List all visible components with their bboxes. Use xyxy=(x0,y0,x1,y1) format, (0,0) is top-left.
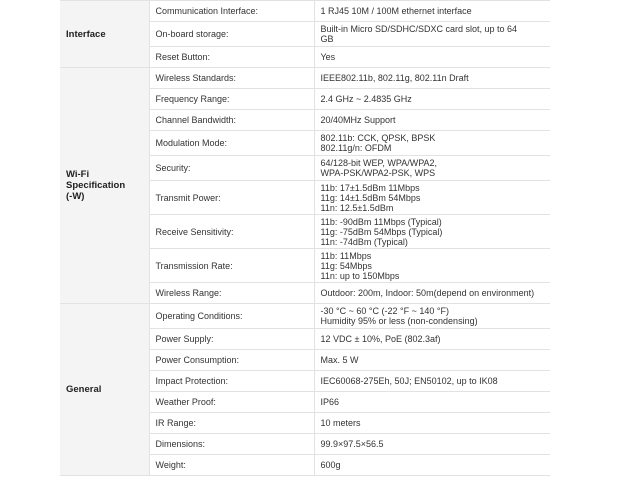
spec-label: Operating Conditions: xyxy=(149,304,314,329)
spec-value-line: IP66 xyxy=(320,397,340,407)
spec-table xyxy=(60,0,550,476)
spec-value-line: Max. 5 W xyxy=(320,355,359,365)
spec-value-line: 802.11g/n: OFDM xyxy=(320,143,392,153)
section-header-wifi xyxy=(60,68,149,304)
spec-value-line: 12 VDC ± 10%, PoE (802.3af) xyxy=(320,334,441,344)
spec-label: Frequency Range: xyxy=(149,89,314,110)
spec-value-line: IEC60068-275Eh, 50J; EN50102, up to IK08 xyxy=(320,376,498,386)
spec-label: Security: xyxy=(149,156,314,181)
spec-value-line: 11g: 14±1.5dBm 54Mbps xyxy=(320,192,421,203)
spec-value xyxy=(314,47,550,68)
spec-value-line: 64/128-bit WEP, WPA/WPA2, xyxy=(320,158,438,168)
spec-value-line: 11b: -90dBm 11Mbps (Typical) xyxy=(320,216,442,227)
section-header-general xyxy=(60,304,149,476)
spec-value-line: 11g: 54Mbps xyxy=(320,260,372,271)
spec-label: Power Supply: xyxy=(149,329,314,350)
spec-label: Weather Proof: xyxy=(149,392,314,413)
section-title: General xyxy=(66,384,102,395)
table-row xyxy=(60,304,550,329)
spec-value xyxy=(314,304,550,329)
spec-value-line: 20/40MHz Support xyxy=(320,115,396,125)
spec-label: Modulation Mode: xyxy=(149,131,314,156)
spec-value-line: 2.4 GHz ~ 2.4835 GHz xyxy=(320,94,412,104)
spec-value xyxy=(314,89,550,110)
table-row xyxy=(60,68,550,89)
section-title-line: Wi-Fi xyxy=(66,169,90,180)
spec-value-line: GB xyxy=(320,34,334,44)
spec-value-line: 11g: -75dBm 54Mbps (Typical) xyxy=(320,226,443,237)
spec-value-line: IEEE802.11b, 802.11g, 802.11n Draft xyxy=(320,73,469,83)
spec-value-line: Humidity 95% or less (non-condensing) xyxy=(320,316,478,326)
spec-value-line: Yes xyxy=(320,52,336,62)
spec-label: Receive Sensitivity: xyxy=(149,215,314,249)
spec-value-line: 10 meters xyxy=(320,418,361,428)
spec-value xyxy=(314,110,550,131)
spec-value xyxy=(314,455,550,476)
table-row xyxy=(60,1,550,22)
spec-value xyxy=(314,1,550,22)
spec-value xyxy=(314,413,550,434)
spec-label: Impact Protection: xyxy=(149,371,314,392)
spec-label: Power Consumption: xyxy=(149,350,314,371)
spec-label: Dimensions: xyxy=(149,434,314,455)
spec-value-line: 802.11b: CCK, QPSK, BPSK xyxy=(320,133,436,143)
section-header-interface xyxy=(60,1,149,68)
spec-label: Transmit Power: xyxy=(149,181,314,215)
spec-value-line: 11n: 12.5±1.5dBm xyxy=(320,202,394,213)
section-title: Interface xyxy=(66,28,106,40)
spec-label: Transmission Rate: xyxy=(149,249,314,283)
spec-label: Weight: xyxy=(149,455,314,476)
spec-value-line: 99.9×97.5×56.5 xyxy=(320,439,384,449)
spec-label: Reset Button: xyxy=(149,47,314,68)
spec-value xyxy=(314,22,550,47)
spec-value xyxy=(314,392,550,413)
spec-value-line: WPA-PSK/WPA2-PSK, WPS xyxy=(320,168,436,178)
spec-label: Channel Bandwidth: xyxy=(149,110,314,131)
spec-value-line: 11n: -74dBm (Typical) xyxy=(320,236,408,247)
spec-label: Wireless Range: xyxy=(149,283,314,304)
spec-value-line: 600g xyxy=(320,460,341,470)
spec-value xyxy=(314,249,550,283)
section-title-line: Specification xyxy=(66,180,126,191)
spec-value xyxy=(314,283,550,304)
spec-value xyxy=(314,434,550,455)
spec-value xyxy=(314,131,550,156)
spec-value-line: Built-in Micro SD/SDHC/SDXC card slot, up to 64 xyxy=(320,24,518,34)
spec-value-line: 11n: up to 150Mbps xyxy=(320,270,400,281)
spec-value-line: 1 RJ45 10M / 100M ethernet interface xyxy=(320,6,472,16)
spec-value xyxy=(314,156,550,181)
spec-label: Wireless Standards: xyxy=(149,68,314,89)
spec-label: Communication Interface: xyxy=(149,1,314,22)
spec-value-line: Outdoor: 200m, Indoor: 50m(depend on environment) xyxy=(320,288,535,298)
spec-value xyxy=(314,350,550,371)
spec-value-line: -30 °C ~ 60 °C (-22 °F ~ 140 °F) xyxy=(320,306,449,316)
spec-value xyxy=(314,215,550,249)
section-title-line: (-W) xyxy=(66,191,85,202)
spec-label: IR Range: xyxy=(149,413,314,434)
spec-value xyxy=(314,329,550,350)
spec-value xyxy=(314,181,550,215)
spec-value-line: 11b: 17±1.5dBm 11Mbps xyxy=(320,182,420,193)
spec-value-line: 11b: 11Mbps xyxy=(320,250,372,261)
spec-value xyxy=(314,68,550,89)
spec-label: On-board storage: xyxy=(149,22,314,47)
spec-value xyxy=(314,371,550,392)
